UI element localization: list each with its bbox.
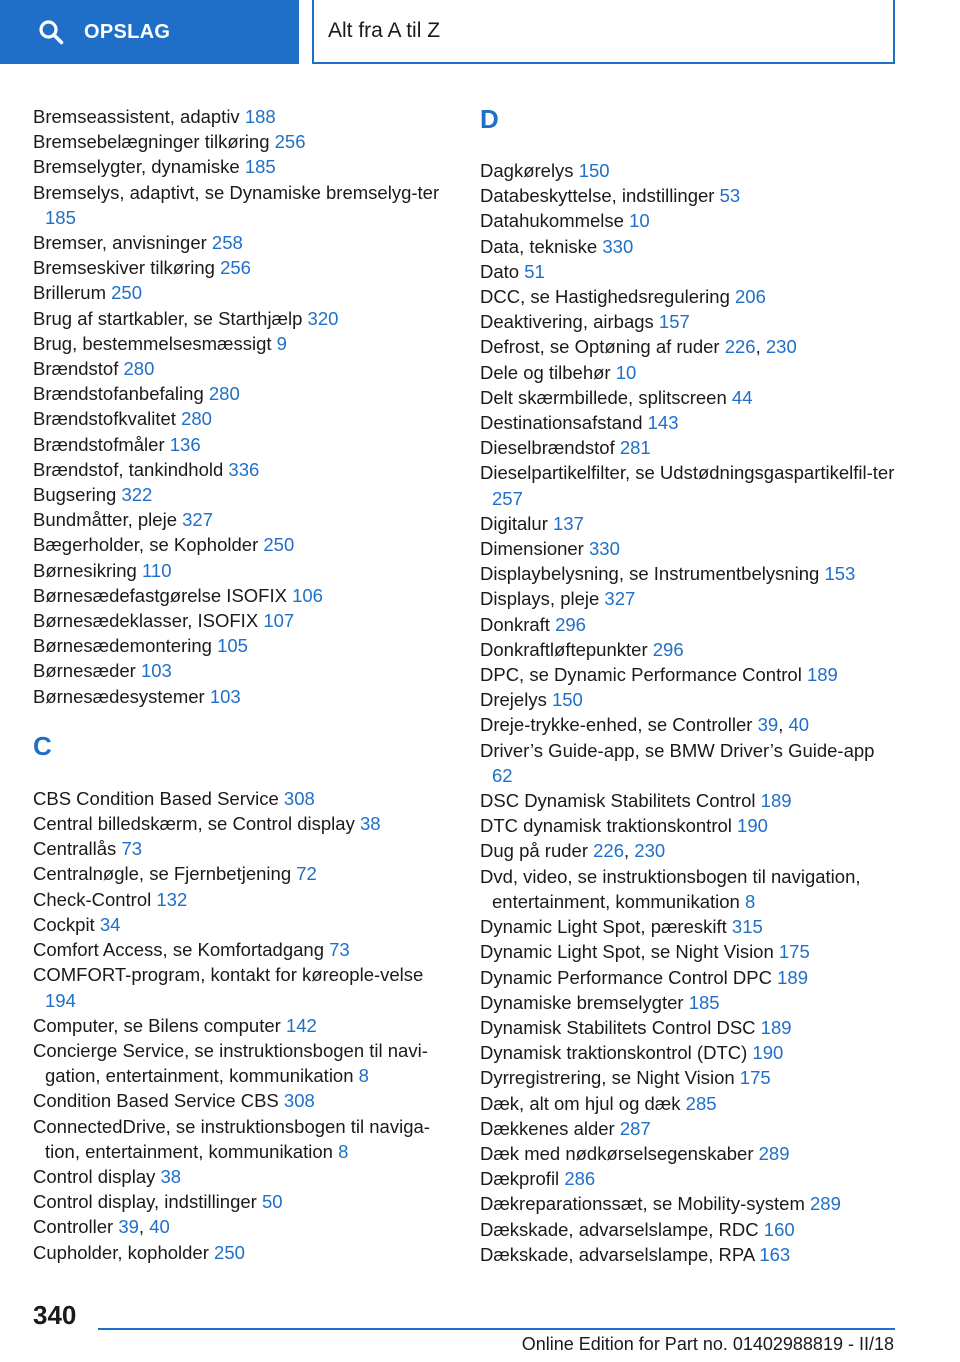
index-entry-text: Control display xyxy=(33,1165,161,1187)
page-link[interactable]: 110 xyxy=(141,559,172,581)
index-entry-text: Dug på ruder xyxy=(480,840,594,862)
index-entry xyxy=(33,1240,453,1265)
index-entry xyxy=(33,887,453,912)
index-entry-text: Brændstof, tankindhold xyxy=(33,458,229,480)
index-entry-text: Bremseassistent, adaptiv xyxy=(33,106,245,127)
index-entry-text: Dækprofil xyxy=(480,1168,565,1190)
index-entry xyxy=(33,861,453,886)
page-link[interactable]: 280 xyxy=(123,358,155,380)
page-link[interactable]: 40 xyxy=(149,1216,170,1238)
index-entry-text: Central billedskærm, se Control display xyxy=(33,813,360,835)
index-entry xyxy=(33,962,453,1012)
section-title-box xyxy=(312,0,895,64)
index-entry xyxy=(480,864,900,914)
page-link[interactable]: 8 xyxy=(358,1065,369,1087)
page-link[interactable]: 256 xyxy=(220,257,251,279)
index-entry xyxy=(480,435,900,460)
index-entry-text: Dynamic Performance Control DPC xyxy=(480,966,778,988)
index-entry xyxy=(33,356,453,381)
index-entry xyxy=(33,1088,453,1113)
page-link[interactable]: 250 xyxy=(263,534,295,556)
page-link[interactable]: 330 xyxy=(602,235,634,257)
page-link[interactable]: 38 xyxy=(160,1165,182,1187)
index-entry xyxy=(480,1217,900,1242)
index-entry xyxy=(33,1214,453,1239)
page-link[interactable]: 289 xyxy=(758,1142,790,1164)
page-link[interactable]: 40 xyxy=(788,714,810,736)
index-entry xyxy=(480,360,900,385)
index-entry-text: Bægerholder, se Kopholder xyxy=(33,534,264,556)
index-entry xyxy=(33,280,453,305)
index-entry-text: Bugsering xyxy=(33,484,122,506)
index-entry xyxy=(480,586,900,611)
page-separator: , xyxy=(755,336,766,358)
index-entry-text: Dieselpartikelfilter, se Udstødningsgaspartikelfil-ter xyxy=(480,462,895,484)
index-entry xyxy=(480,662,900,687)
index-entry xyxy=(33,912,453,937)
page-link[interactable]: 175 xyxy=(739,1067,771,1089)
index-entry xyxy=(480,183,900,208)
index-entry xyxy=(480,612,900,637)
page-link[interactable]: 137 xyxy=(553,512,584,534)
index-entry xyxy=(480,738,900,788)
page-link[interactable]: 150 xyxy=(551,689,583,711)
index-entry-text: Dimensioner xyxy=(480,538,589,560)
page-link[interactable]: 136 xyxy=(169,433,201,455)
index-entry-text: Dækskade, advarselslampe, RPA xyxy=(480,1243,760,1265)
index-entry xyxy=(33,786,453,811)
page-link[interactable]: 10 xyxy=(629,210,650,232)
index-entry xyxy=(33,583,453,608)
index-entry xyxy=(480,838,900,863)
index-entry xyxy=(33,230,453,255)
index-entry-text: DTC dynamisk traktionskontrol xyxy=(480,815,738,837)
index-entry xyxy=(480,259,900,284)
index-entry xyxy=(33,558,453,583)
page-link[interactable]: 142 xyxy=(285,1014,317,1036)
index-entry-text: Dækskade, advarselslampe, RDC xyxy=(480,1218,764,1240)
index-entry xyxy=(480,939,900,964)
index-entry xyxy=(480,234,900,259)
page-link[interactable]: 257 xyxy=(492,487,523,509)
page-link[interactable]: 230 xyxy=(765,336,797,358)
index-entry-text: Dagkørelys xyxy=(480,160,579,181)
index-entry-text: Brændstof xyxy=(33,358,124,380)
page-link[interactable]: 327 xyxy=(604,588,636,610)
index-column-right xyxy=(480,104,900,1267)
index-entry-text: Displaybelysning, se Instrumentbelysning xyxy=(480,563,825,585)
index-entry-text: Donkraft xyxy=(480,613,556,635)
index-entry xyxy=(480,385,900,410)
page-link[interactable]: 143 xyxy=(647,412,679,434)
index-entry xyxy=(33,255,453,280)
index-entry-text: Dato xyxy=(480,260,525,282)
page-link[interactable]: 185 xyxy=(688,991,720,1013)
page-link[interactable]: 226 xyxy=(724,336,756,358)
index-entry-text: Dynamisk Stabilitets Control DSC xyxy=(480,1016,761,1038)
index-entry xyxy=(480,1141,900,1166)
index-entry xyxy=(480,990,900,1015)
index-entry-text: Centralnøgle, se Fjernbetjening xyxy=(33,863,297,885)
page-link[interactable]: 336 xyxy=(228,458,260,480)
index-entry-text: Defrost, se Optøning af ruder xyxy=(480,336,725,358)
page-link[interactable]: 10 xyxy=(615,361,637,383)
page-link[interactable]: 62 xyxy=(492,764,513,786)
index-entry xyxy=(480,1191,900,1216)
index-entry xyxy=(480,309,900,334)
index-entry-text: Dæk med nødkørselsegenskaber xyxy=(480,1142,759,1164)
page-link[interactable]: 189 xyxy=(777,966,808,988)
index-entry-text: Dele og tilbehør xyxy=(480,361,616,383)
index-entry xyxy=(480,1065,900,1090)
page-link[interactable]: 153 xyxy=(824,563,856,585)
page-link[interactable]: 44 xyxy=(731,386,753,408)
page-link[interactable]: 256 xyxy=(274,131,306,153)
page-link[interactable]: 315 xyxy=(731,916,763,938)
page-link[interactable]: 8 xyxy=(338,1140,349,1162)
index-entry-text: Brændstofmåler xyxy=(33,433,170,455)
index-list-c xyxy=(33,786,453,1265)
index-entry-text: Condition Based Service CBS xyxy=(33,1090,284,1112)
index-entry-text: Digitalur xyxy=(480,512,553,534)
index-entry xyxy=(33,684,453,709)
index-entry-text: Dyrregistrering, se Night Vision xyxy=(480,1067,740,1089)
index-entry xyxy=(33,306,453,331)
footer-divider xyxy=(98,1328,895,1330)
index-entry xyxy=(33,937,453,962)
index-entry xyxy=(33,507,453,532)
page-link[interactable]: 296 xyxy=(555,613,586,635)
index-entry xyxy=(480,208,900,233)
index-entry-text: Dynamiske bremselygter xyxy=(480,991,689,1013)
index-entry xyxy=(480,1116,900,1141)
lookup-tab-label: OPSLAG xyxy=(84,20,171,43)
page-link[interactable]: 250 xyxy=(111,282,142,304)
page-link[interactable]: 132 xyxy=(156,888,188,910)
index-entry xyxy=(33,532,453,557)
page-separator: , xyxy=(778,714,789,736)
index-entry-text: Bundmåtter, pleje xyxy=(33,509,183,531)
page-link[interactable]: 39 xyxy=(118,1216,139,1238)
page-link[interactable]: 281 xyxy=(619,437,651,459)
page-link[interactable]: 250 xyxy=(214,1241,245,1263)
index-entry xyxy=(480,460,900,510)
page-link[interactable]: 163 xyxy=(759,1243,791,1265)
index-list-d xyxy=(480,158,900,1267)
index-entry-text: DSC Dynamisk Stabilitets Control xyxy=(480,790,761,812)
index-entry-text: Bremselys, adaptivt, se Dynamiske bremselyg-ter xyxy=(33,181,440,203)
page-link[interactable]: 296 xyxy=(652,638,684,660)
index-entry-text: Dynamic Light Spot, pæreskift xyxy=(480,916,732,938)
page-link[interactable]: 308 xyxy=(283,787,315,809)
index-entry-text: Bremser, anvisninger xyxy=(33,232,212,254)
index-entry xyxy=(480,1015,900,1040)
index-entry-text: Drejelys xyxy=(480,689,552,711)
index-entry xyxy=(33,1189,453,1214)
index-entry xyxy=(33,180,453,230)
index-letter-c: C xyxy=(33,730,52,761)
index-entry xyxy=(33,608,453,633)
index-entry xyxy=(33,406,453,431)
index-entry-text: Dynamic Light Spot, se Night Vision xyxy=(480,941,779,963)
index-entry-text: Bremseskiver tilkøring xyxy=(33,257,221,279)
index-entry-text: Brillerum xyxy=(33,282,112,304)
index-entry-text: Check-Control xyxy=(33,888,157,910)
page-link[interactable]: 103 xyxy=(209,685,241,707)
index-entry-text: DPC, se Dynamic Performance Control xyxy=(480,664,807,686)
index-entry-text: Donkraftløftepunkter xyxy=(480,638,653,660)
index-entry-text: Dynamisk traktionskontrol (DTC) xyxy=(480,1042,753,1064)
page-link[interactable]: 285 xyxy=(685,1092,717,1114)
index-entry xyxy=(33,104,453,129)
index-entry xyxy=(480,334,900,359)
index-entry-text: Børnesædefastgørelse ISOFIX xyxy=(33,584,293,606)
index-entry-text: Dækkenes alder xyxy=(480,1117,620,1139)
page-link[interactable]: 189 xyxy=(760,1016,792,1038)
index-entry xyxy=(33,1114,453,1164)
page-link[interactable]: 190 xyxy=(737,815,768,837)
page-link[interactable]: 157 xyxy=(658,311,690,333)
page-link[interactable]: 9 xyxy=(276,332,287,354)
page-link[interactable]: 230 xyxy=(634,840,666,862)
page-link[interactable]: 258 xyxy=(211,232,243,254)
index-entry-text: Concierge Service, se instruktionsbogen til navi-gation, entertainment, kommunikation xyxy=(33,1039,428,1087)
page-link[interactable]: 105 xyxy=(217,635,248,657)
page-link[interactable]: 38 xyxy=(359,813,381,835)
search-icon xyxy=(38,19,64,45)
page-link[interactable]: 39 xyxy=(757,714,779,736)
index-entry-text: Børnesædeklasser, ISOFIX xyxy=(33,610,264,632)
edition-footer: Online Edition for Part no. 01402988819 - II/18 xyxy=(521,1334,894,1354)
page-link[interactable]: 206 xyxy=(735,286,766,308)
section-title: Alt fra A til Z xyxy=(328,19,441,42)
index-entry xyxy=(33,482,453,507)
index-entry-text: ConnectedDrive, se instruktionsbogen til naviga-tion, entertainment, kommunikation xyxy=(33,1115,430,1162)
index-entry-text: Børnesikring xyxy=(33,559,142,581)
index-entry-text: Cupholder, kopholder xyxy=(33,1241,215,1263)
index-entry-text: Cockpit xyxy=(33,913,100,935)
page-link[interactable]: 72 xyxy=(296,863,317,885)
index-entry xyxy=(480,1040,900,1065)
index-column-left xyxy=(33,104,453,1265)
page-link[interactable]: 107 xyxy=(263,610,295,632)
index-entry-text: Deaktivering, airbags xyxy=(480,311,659,333)
page-link[interactable]: 280 xyxy=(208,383,240,405)
index-entry xyxy=(33,1164,453,1189)
index-entry-text: Centrallås xyxy=(33,838,122,860)
index-entry-text: Delt skærmbillede, splitscreen xyxy=(480,386,732,408)
index-letter-d: D xyxy=(480,104,499,134)
index-entry xyxy=(480,410,900,435)
index-entry xyxy=(33,457,453,482)
index-entry xyxy=(480,637,900,662)
index-entry xyxy=(480,1242,900,1267)
index-entry xyxy=(480,687,900,712)
page-link[interactable]: 51 xyxy=(524,260,545,282)
index-entry xyxy=(480,965,900,990)
index-entry xyxy=(33,1013,453,1038)
index-entry-text: Brug af startkabler, se Starthjælp xyxy=(33,307,308,329)
page-link[interactable]: 73 xyxy=(121,838,143,860)
index-entry xyxy=(33,154,453,179)
index-entry xyxy=(33,658,453,683)
index-entry xyxy=(33,811,453,836)
index-entry-text: Controller xyxy=(33,1216,119,1238)
page-link[interactable]: 289 xyxy=(810,1193,841,1215)
index-entry xyxy=(33,633,453,658)
index-entry xyxy=(480,712,900,737)
index-entry-text: DCC, se Hastighedsregulering xyxy=(480,286,736,308)
index-entry xyxy=(33,129,453,154)
index-entry-text: Bremsebelægninger tilkøring xyxy=(33,131,275,153)
index-entry-text: Dæk, alt om hjul og dæk xyxy=(480,1092,686,1114)
page-link[interactable]: 188 xyxy=(244,106,276,127)
index-entry-text: Børnesædesystemer xyxy=(33,685,210,707)
index-entry-text: Dækreparationssæt, se Mobility-system xyxy=(480,1193,811,1215)
index-entry-text: Destinationsafstand xyxy=(480,412,648,434)
page-link[interactable]: 106 xyxy=(292,584,323,606)
index-list-b xyxy=(33,104,453,709)
index-entry-text: Dreje-trykke-enhed, se Controller xyxy=(480,714,758,736)
page-link[interactable]: 330 xyxy=(589,538,620,560)
index-entry xyxy=(33,331,453,356)
index-entry xyxy=(480,536,900,561)
lookup-tab[interactable] xyxy=(0,0,299,64)
page-link[interactable]: 185 xyxy=(244,156,276,178)
page-link[interactable]: 73 xyxy=(329,939,350,961)
page-link[interactable]: 286 xyxy=(564,1168,596,1190)
index-entry xyxy=(480,914,900,939)
page-separator: , xyxy=(138,1216,150,1238)
page-link[interactable]: 194 xyxy=(45,989,76,1011)
index-entry xyxy=(33,1038,453,1088)
page-link[interactable]: 150 xyxy=(578,160,610,181)
index-entry xyxy=(33,381,453,406)
index-entry xyxy=(480,1166,900,1191)
page-link[interactable]: 287 xyxy=(619,1117,651,1139)
page-link[interactable]: 322 xyxy=(121,484,153,506)
index-entry-text: Dieselbrændstof xyxy=(480,437,620,459)
index-entry-text: Data, tekniske xyxy=(480,235,603,257)
page-link[interactable]: 320 xyxy=(307,307,339,329)
page-separator: , xyxy=(624,840,635,862)
index-entry xyxy=(480,813,900,838)
index-entry-text: Brændstofkvalitet xyxy=(33,408,182,430)
page-link[interactable]: 50 xyxy=(261,1191,283,1213)
index-entry-text: Børnesædemontering xyxy=(33,635,218,657)
index-entry xyxy=(33,432,453,457)
index-entry-text: Datahukommelse xyxy=(480,210,630,232)
index-entry-text: CBS Condition Based Service xyxy=(33,787,284,809)
index-entry-text: Comfort Access, se Komfortadgang xyxy=(33,939,330,961)
page-link[interactable]: 160 xyxy=(763,1218,795,1240)
page-number: 340 xyxy=(33,1300,77,1330)
index-entry-text: Databeskyttelse, indstillinger xyxy=(480,185,720,207)
index-entry-text: Computer, se Bilens computer xyxy=(33,1014,286,1036)
page-link[interactable]: 280 xyxy=(181,408,212,430)
index-entry-text: Børnesæder xyxy=(33,660,141,682)
page-link[interactable]: 190 xyxy=(752,1042,784,1064)
index-entry xyxy=(480,561,900,586)
page-link[interactable]: 308 xyxy=(283,1090,315,1112)
page-link[interactable]: 8 xyxy=(744,890,756,912)
page-link[interactable]: 53 xyxy=(719,185,741,207)
index-entry-text: COMFORT-program, kontakt for køreople-velse xyxy=(33,964,424,986)
index-entry-text: Dvd, video, se instruktionsbogen til navigation, entertainment, kommunikation xyxy=(480,865,861,912)
index-entry-text: Brændstofanbefaling xyxy=(33,383,209,405)
index-entry xyxy=(480,284,900,309)
page-link[interactable]: 175 xyxy=(778,941,810,963)
page-link[interactable]: 189 xyxy=(760,790,792,812)
index-entry-text: Driver’s Guide-app, se BMW Driver’s Guide-app xyxy=(480,739,875,761)
page-link[interactable]: 185 xyxy=(45,206,76,228)
index-entry xyxy=(33,836,453,861)
index-entry xyxy=(480,1091,900,1116)
index-entry xyxy=(480,788,900,813)
page-link[interactable]: 327 xyxy=(182,509,213,531)
page-link[interactable]: 34 xyxy=(99,913,121,935)
page-link[interactable]: 189 xyxy=(806,664,838,686)
page-link[interactable]: 226 xyxy=(593,840,624,862)
index-entry xyxy=(480,511,900,536)
index-entry-text: Bremselygter, dynamiske xyxy=(33,156,245,178)
index-entry-text: Brug, bestemmelsesmæssigt xyxy=(33,332,277,354)
index-entry-text: Displays, pleje xyxy=(480,588,605,610)
page-link[interactable]: 103 xyxy=(140,660,172,682)
index-entry-text: Control display, indstillinger xyxy=(33,1191,262,1213)
index-entry xyxy=(480,158,900,183)
